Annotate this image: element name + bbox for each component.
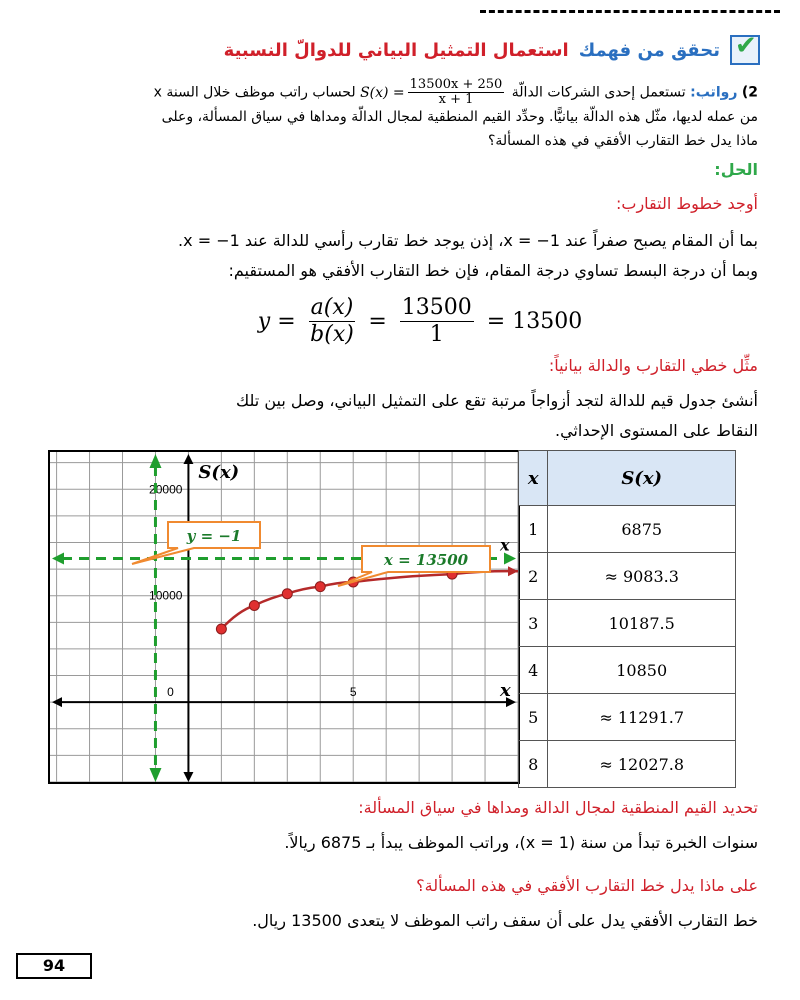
function-curve-arrow [508,566,518,576]
function-formula [360,78,507,107]
y-tick-label: 20000 [149,482,183,497]
table-header-row [519,451,736,506]
table-cell-x: 3 [519,600,548,647]
table-cell-sx: ≈ 11291.7 [548,694,736,741]
problem-topic: رواتب: [690,84,738,101]
y-axis-label: S(x) [198,462,240,483]
eq-numerator-1: a(x) [310,294,354,320]
table-row [519,600,736,647]
table-cell-sx: 10187.5 [548,600,736,647]
check-understanding-label: تحقق من فهمك [578,39,720,61]
function-curve [221,571,518,629]
eq-fraction-2 [400,295,474,348]
table-row [519,647,736,694]
horizontal-asymptote-arrow-right [504,552,516,564]
table-cell-sx: ≈ 12027.8 [548,741,736,788]
problem-line-2: من عمله لديها، مثّل هذه الدالّة بيانيًّا. وحدِّد القيم المنطقية لمجال الدالّة ومداها في سياق المسألة، وعلى [161,109,758,125]
table-cell-sx: 10850 [548,647,736,694]
data-point [249,600,259,610]
function-graph [50,452,518,782]
asymptote-x-label: x [500,535,510,555]
domain-heading: تحديد القيم المنطقية لمجال الدالة ومداها في سياق المسألة: [358,798,758,817]
table-cell-x: 4 [519,647,548,694]
graph-heading: مثِّل خطي التقارب والدالة بيانياً: [548,356,758,375]
section-title [224,34,760,66]
table-cell-sx: ≈ 9083.3 [548,553,736,600]
eq-result: = 13500 [486,308,583,334]
vertical-asymptote-text: بما أن المقام يصبح صفراً عند x = −1، إذن يوجد خط تقارب رأسي للدالة عند x = −1. [178,231,758,250]
value-table [518,450,736,788]
y-axis-arrow-up [183,454,193,464]
function-numerator: 13500x + 250 [409,77,503,92]
horizontal-asymptote-arrow-left [52,552,64,564]
problem-line-1 [38,78,758,107]
table-row [519,553,736,600]
problem-number: 2) [741,84,758,101]
data-point [315,582,325,592]
x-tick-label: 5 [349,685,357,700]
eq-numerator-2: 13500 [401,294,472,320]
table-cell-x: 1 [519,506,548,553]
eq-equals: = [368,308,387,334]
vertical-asymptote-arrow-up [149,454,161,468]
graph-text-1: أنشئ جدول قيم للدالة لتجد أزواجاً مرتبة تقع على التمثيل البياني، وصل بين تلك [236,391,758,410]
asymptote-answer: خط التقارب الأفقي يدل على أن سقف راتب الموظف لا يتعدى 13500 ريال. [252,911,758,930]
table-cell-sx: 6875 [548,506,736,553]
y-tick-label: 10000 [149,588,183,603]
asymptotes-heading: أوجد خطوط التقارب: [615,194,758,213]
table-cell-x: 5 [519,694,548,741]
eq-fraction-1 [309,295,356,348]
solution-label: الحل: [714,160,758,179]
domain-text: سنوات الخبرة تبدأ من سنة (x = 1)، وراتب الموظف يبدأ بـ 6875 ريالاً. [284,833,758,852]
asymptote-question-heading: على ماذا يدل خط التقارب الأفقي في هذه المسألة؟ [416,876,758,895]
table-row [519,694,736,741]
graph-frame [48,450,520,784]
callout-horizontal-asymptote-label: x = 13500 [383,551,469,569]
problem-text-b: لحساب راتب موظف خلال السنة x [153,84,356,101]
table-row [519,506,736,553]
data-point [216,624,226,634]
table-row [519,741,736,788]
section-heading: استعمال التمثيل البياني للدوالّ النسبية [223,39,569,61]
asymptote-equation [240,288,600,354]
function-denominator: x + 1 [438,92,474,107]
table-header-x: x [519,451,548,506]
vertical-asymptote-arrow-down [149,768,161,782]
function-lhs: S(x) = [360,84,405,101]
table-cell-x: 2 [519,553,548,600]
data-point [282,589,292,599]
table-header-sx: S(x) [548,451,736,506]
checkmark-icon [730,35,760,65]
x-tick-label: 0 [167,685,174,700]
problem-text-a: تستعمل إحدى الشركات الدالّة [511,84,686,101]
function-fraction [408,78,505,107]
problem-line-3: ماذا يدل خط التقارب الأفقي في هذه المسألة؟ [487,133,758,149]
eq-denominator-2: 1 [429,321,444,347]
y-axis-arrow-down [183,772,193,782]
page-number: 94 [16,953,92,979]
top-dashed-rule [480,0,780,13]
horizontal-asymptote-text: وبما أن درجة البسط تساوي درجة المقام، فإن خط التقارب الأفقي هو المستقيم: [228,261,758,280]
x-axis-label: x [500,680,511,702]
eq-denominator-1: b(x) [310,321,354,347]
callout-vertical-asymptote-label: y = −1 [186,527,242,545]
graph-text-2: النقاط على المستوى الإحداثي. [555,421,758,440]
eq-y: y = [257,308,296,334]
table-cell-x: 8 [519,741,548,788]
